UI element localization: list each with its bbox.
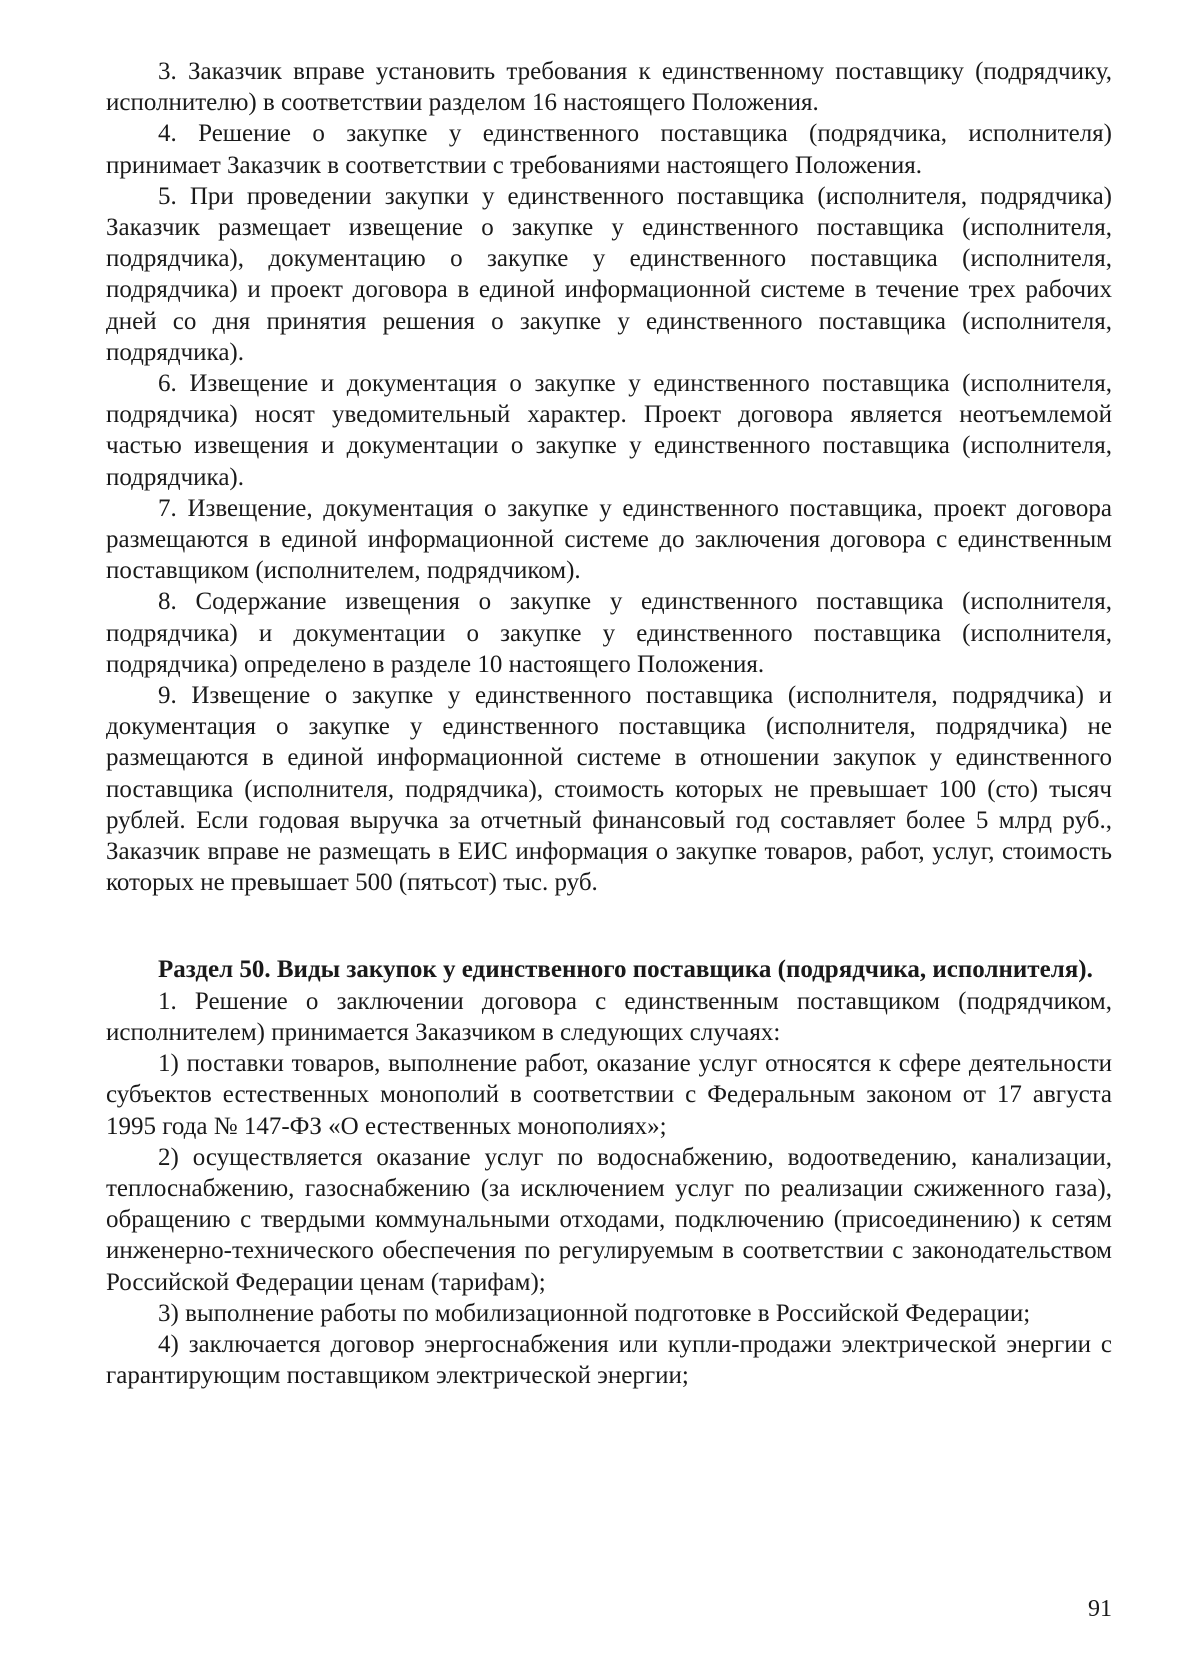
paragraph-6: 6. Извещение и документация о закупке у единственного поставщика (исполнителя, подрядчика) носят уведомительный характер. Проект договора является неотъемлемой частью извещения и документации о закупке у единственного поставщика (исполнителя, подрядчика). xyxy=(106,370,1112,491)
page-number: 91 xyxy=(1088,1596,1112,1622)
paragraph-8: 8. Содержание извещения о закупке у единственного поставщика (исполнителя, подрядчика) и документации о закупке у единственного поставщика (исполнителя, подрядчика) определено в разделе 10 настоящего Положения. xyxy=(106,588,1112,678)
paragraph-9: 9. Извещение о закупке у единственного поставщика (исполнителя, подрядчика) и документация о закупке у единственного поставщика (исполнителя, подрядчика) не размещаются в единой информационной системе в отношении закупок у единственного поставщика (исполнителя, подрядчика), стоимость которых не превышает 100 (сто) тысяч рублей. Если годовая выручка за отчетный финансовый год составляет более 5 млрд руб., Заказчик вправе не размещать в ЕИС информация о закупке товаров, работ, услуг, стоимость которых не превышает 500 (пятьсот) тыс. руб. xyxy=(106,682,1112,897)
paragraph-3: 3. Заказчик вправе установить требования к единственному поставщику (подрядчику, исполнителю) в соответствии разделом 16 настоящего Положения. xyxy=(106,58,1112,117)
section-heading: Раздел 50. Виды закупок у единственного поставщика (подрядчика, исполнителя). xyxy=(158,956,1093,984)
list-item-2: 2) осуществляется оказание услуг по водоснабжению, водоотведению, канализации, теплоснабжению, газоснабжению (за исключением услуг по реализации сжиженного газа), обращению с твердыми коммунальными отходами, подключению (присоединению) к сетям инженерно-технического обеспечения по регулируемым в соответствии с законодательством Российской Федерации ценам (тарифам); xyxy=(106,1143,1112,1296)
paragraph-5: 5. При проведении закупки у единственного поставщика (исполнителя, подрядчика) Заказчик размещает извещение о закупке у единственного поставщика (исполнителя, подрядчика), документацию о закупке у единственного поставщика (исполнителя, подрядчика) и проект договора в единой информационной системе в течение трех рабочих дней со дня принятия решения о закупке у единственного поставщика (исполнителя, подрядчика). xyxy=(106,182,1112,366)
list-item-3: 3) выполнение работы по мобилизационной подготовке в Российской Федерации; xyxy=(158,1299,1031,1327)
paragraph-4: 4. Решение о закупке у единственного поставщика (подрядчика, исполнителя) принимает Заказчик в соответствии с требованиями настоящего Положения. xyxy=(106,120,1112,179)
list-item-1: 1) поставки товаров, выполнение работ, оказание услуг относятся к сфере деятельности субъектов естественных монополий в соответствии с Федеральным законом от 17 августа 1995 года № 147-ФЗ «О естественных монополиях»; xyxy=(106,1050,1112,1140)
section-paragraph-1: 1. Решение о заключении договора с единственным поставщиком (подрядчиком, исполнителем) принимается Заказчиком в следующих случаях: xyxy=(106,987,1112,1046)
paragraph-7: 7. Извещение, документация о закупке у единственного поставщика, проект договора размещаются в единой информационной системе до заключения договора с единственным поставщиком (исполнителем, подрядчиком). xyxy=(106,494,1112,585)
list-item-4: 4) заключается договор энергоснабжения или купли-продажи электрической энергии с гарантирующим поставщиком электрической энергии; xyxy=(106,1330,1112,1390)
